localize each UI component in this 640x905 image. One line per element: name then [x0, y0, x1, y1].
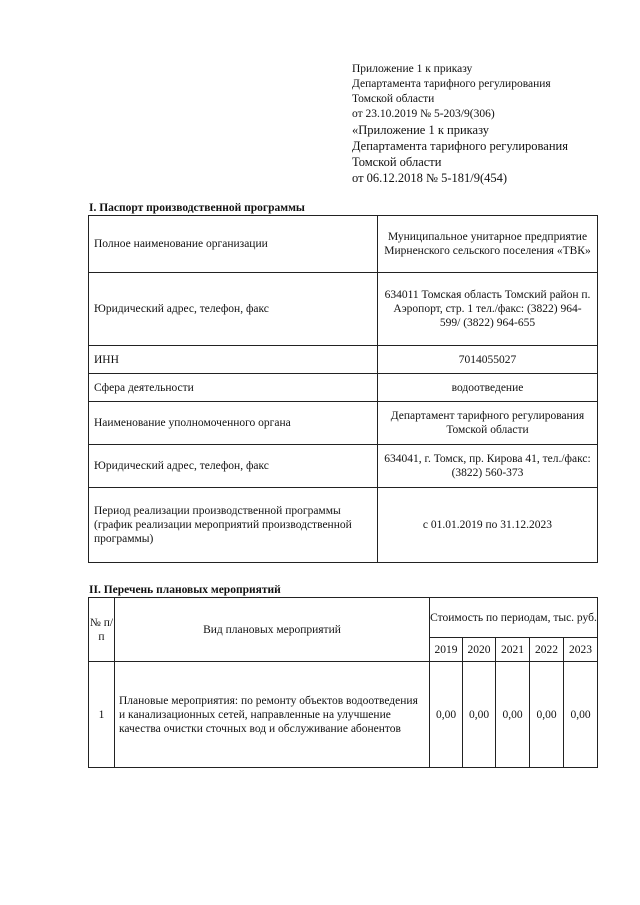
- row-label: Юридический адрес, телефон, факс: [89, 273, 378, 346]
- header-line: Департамента тарифного регулирования: [352, 78, 551, 90]
- row-label: ИНН: [89, 346, 378, 374]
- header-line: «Приложение 1 к приказу: [352, 123, 490, 137]
- header-line: от 06.12.2018 № 5-181/9(454): [352, 171, 508, 185]
- row-label: Юридический адрес, телефон, факс: [89, 445, 378, 488]
- section-1-title: I. Паспорт производственной программы: [89, 202, 305, 214]
- section-2-title: II. Перечень плановых мероприятий: [89, 584, 281, 596]
- header-line: Томской области: [352, 93, 435, 105]
- row-label: Полное наименование организации: [89, 216, 378, 273]
- table-header-row: [89, 598, 598, 638]
- year-header: 2021: [496, 638, 530, 662]
- header-line: Приложение 1 к приказу: [352, 63, 473, 75]
- passport-table: [88, 215, 598, 563]
- row-value: водоотведение: [378, 374, 598, 402]
- row-value: 634041, г. Томск, пр. Кирова 41, тел./факс: (3822) 560-373: [378, 445, 598, 488]
- col-cost-header: Стоимость по периодам, тыс. руб.: [430, 598, 598, 638]
- table-row: [89, 402, 598, 445]
- header-line: Департамента тарифного регулирования: [352, 139, 568, 153]
- row-value: 0,00: [496, 662, 530, 768]
- table-row: [89, 374, 598, 402]
- row-label: Период реализации производственной программы (график реализации мероприятий производственной программы): [89, 488, 378, 563]
- col-number-header: № п/п: [89, 598, 115, 662]
- year-header: 2019: [430, 638, 463, 662]
- row-value: 7014055027: [378, 346, 598, 374]
- row-value: 0,00: [530, 662, 564, 768]
- row-value: 0,00: [463, 662, 496, 768]
- row-activity: Плановые мероприятия: по ремонту объектов водоотведения и канализационных сетей, направленные на улучшение качества очистки сточных вод и обслуживание абонентов: [115, 662, 430, 768]
- row-number: 1: [89, 662, 115, 768]
- header-line: от 23.10.2019 № 5-203/9(306): [352, 108, 495, 120]
- row-value: Муниципальное унитарное предприятие Мирненского сельского поселения «ТВК»: [378, 216, 598, 273]
- row-label: Наименование уполномоченного органа: [89, 402, 378, 445]
- table-row: [89, 273, 598, 346]
- year-header: 2022: [530, 638, 564, 662]
- table-row: [89, 445, 598, 488]
- plan-table: [88, 597, 598, 768]
- table-row: [89, 662, 598, 768]
- year-header: 2023: [564, 638, 598, 662]
- row-value: Департамент тарифного регулирования Томской области: [378, 402, 598, 445]
- row-label: Сфера деятельности: [89, 374, 378, 402]
- order-header: [352, 62, 612, 186]
- table-row: [89, 488, 598, 563]
- row-value: с 01.01.2019 по 31.12.2023: [378, 488, 598, 563]
- table-row: [89, 346, 598, 374]
- row-value: 0,00: [430, 662, 463, 768]
- table-row: [89, 216, 598, 273]
- col-name-header: Вид плановых мероприятий: [115, 598, 430, 662]
- row-value: 0,00: [564, 662, 598, 768]
- row-value: 634011 Томская область Томский район п. Аэропорт, стр. 1 тел./факс: (3822) 964-599/ (3822) 964-655: [378, 273, 598, 346]
- header-line: Томской области: [352, 155, 442, 169]
- year-header: 2020: [463, 638, 496, 662]
